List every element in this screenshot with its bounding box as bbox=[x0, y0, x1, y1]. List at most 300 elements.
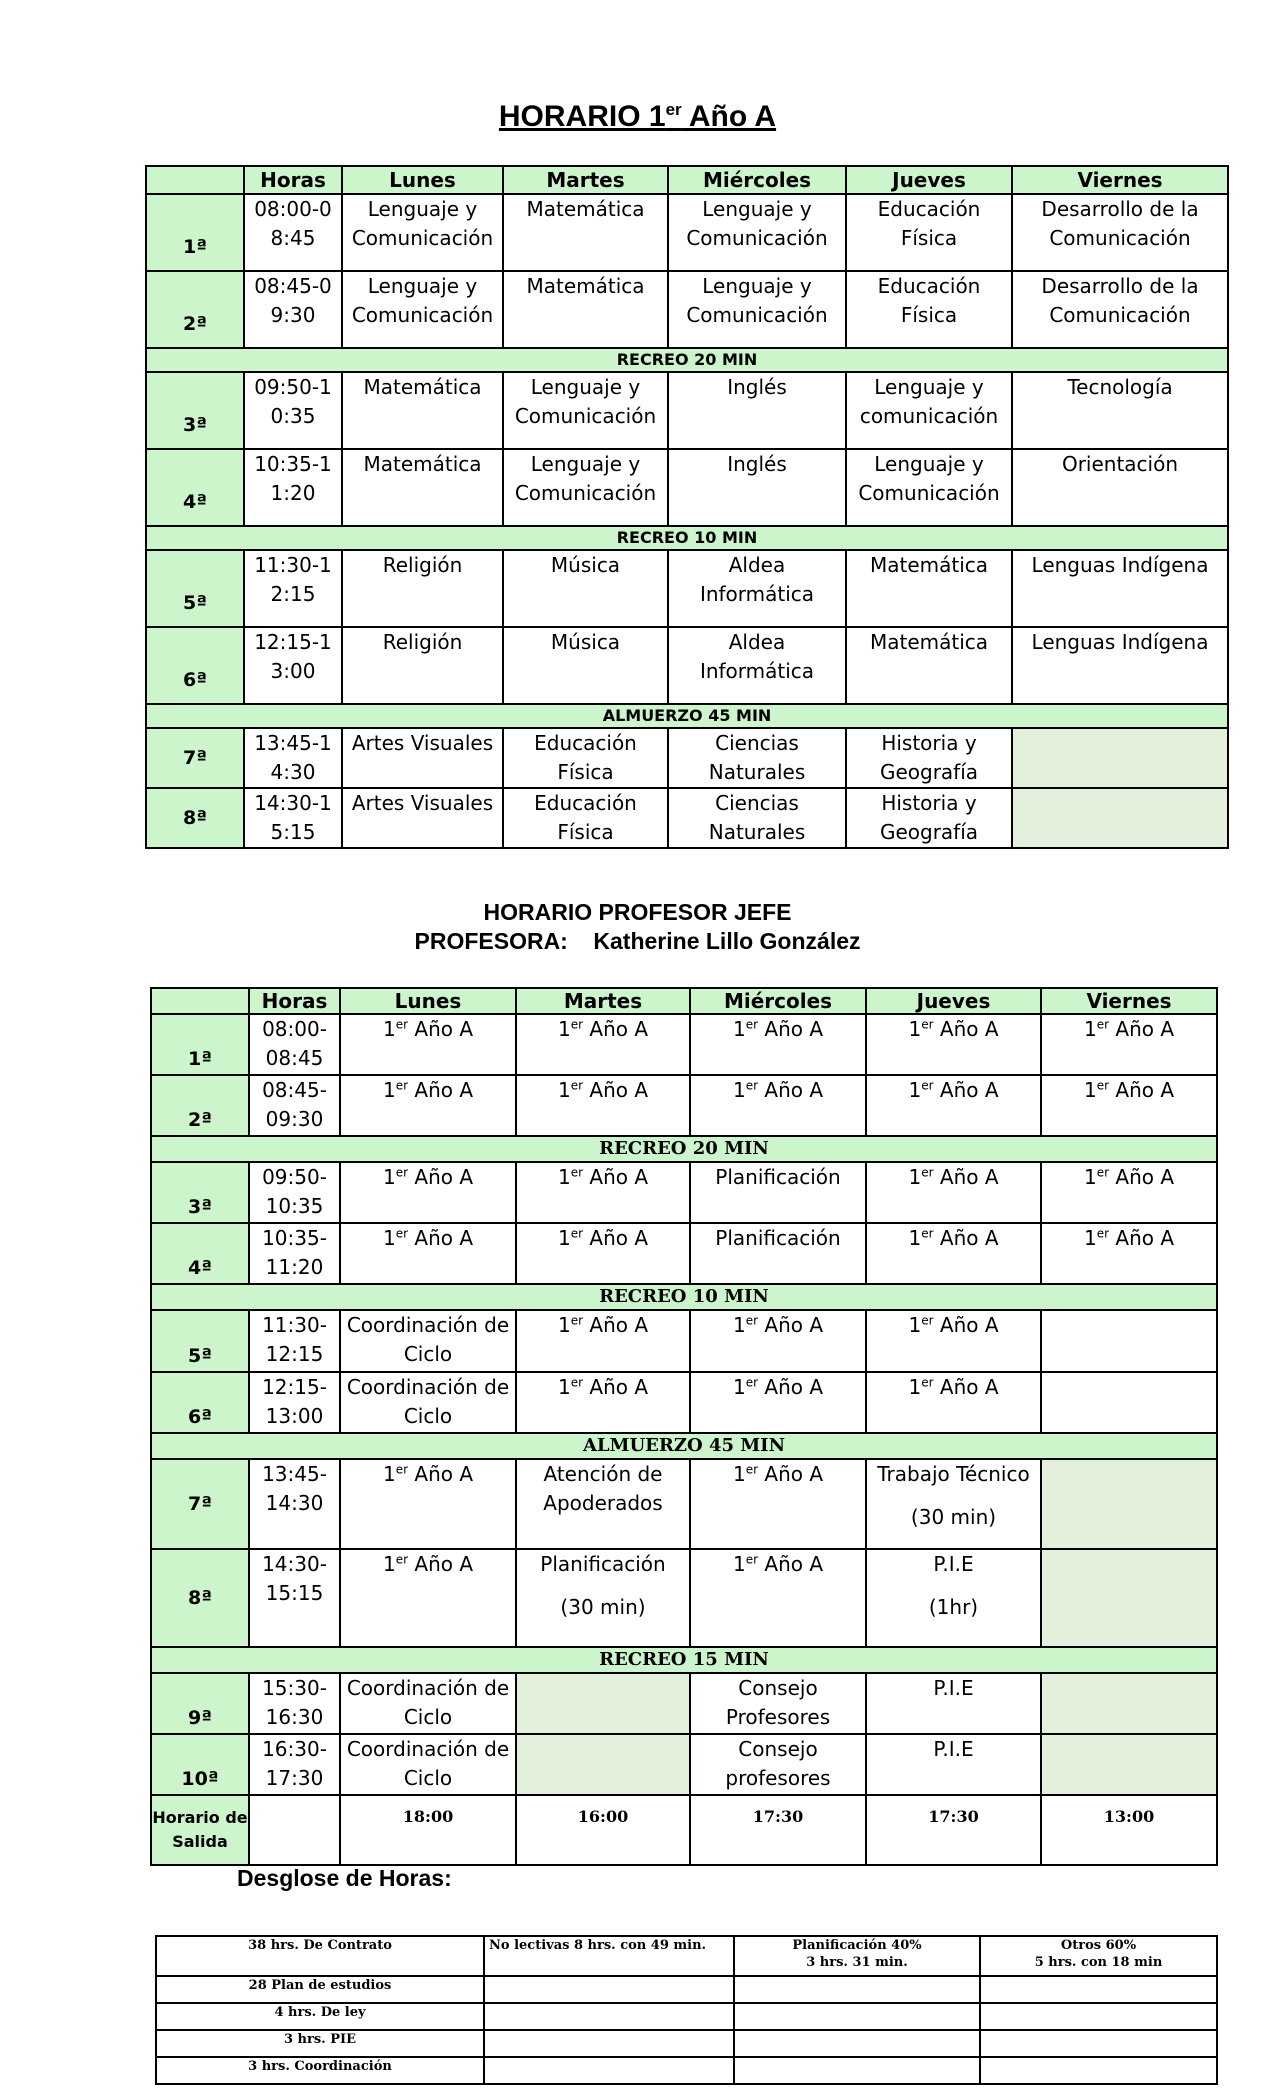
period-label: 8ª bbox=[151, 1549, 249, 1647]
subject-cell: Matemática bbox=[342, 372, 503, 449]
class-name-rest: Año A bbox=[583, 1313, 649, 1337]
class-name-sup: er bbox=[745, 1078, 759, 1093]
class-name: 1 bbox=[382, 1165, 396, 1189]
period-label: 4ª bbox=[146, 449, 244, 526]
class-cell bbox=[516, 1162, 690, 1223]
break-row bbox=[146, 704, 1228, 728]
period-row bbox=[151, 1075, 1217, 1136]
subject-cell: Desarrollo de la Comunicación bbox=[1012, 194, 1228, 271]
class-name-rest: Año A bbox=[583, 1165, 649, 1189]
period-time: 12:15- 13:00 bbox=[249, 1372, 340, 1433]
period-label: 7ª bbox=[151, 1459, 249, 1549]
class-name-sup: er bbox=[921, 1078, 934, 1093]
subject-cell: Aldea Informática bbox=[668, 627, 846, 704]
class-cell bbox=[340, 1014, 516, 1075]
subject-cell: Lenguas Indígena bbox=[1012, 627, 1228, 704]
exit-time: 16:00 bbox=[516, 1795, 690, 1865]
period-time: 08:45-0 9:30 bbox=[244, 271, 342, 348]
empty-cell bbox=[516, 1673, 690, 1734]
breakdown-empty bbox=[484, 2030, 734, 2057]
break-label: RECREO 10 MIN bbox=[151, 1284, 1217, 1310]
period-time: 10:35-1 1:20 bbox=[244, 449, 342, 526]
subject-cell: Matemática bbox=[846, 550, 1012, 627]
class-name-sup: er bbox=[1096, 1226, 1110, 1241]
schedule-title: HORARIO 1er Año A bbox=[498, 100, 777, 133]
subject-cell: Inglés bbox=[668, 449, 846, 526]
class-name: 1 bbox=[908, 1165, 922, 1189]
class-name-rest: Año A bbox=[758, 1313, 824, 1337]
subject-cell: Ciencias Naturales bbox=[668, 788, 846, 848]
class-cell bbox=[340, 1223, 516, 1284]
break-label: ALMUERZO 45 MIN bbox=[151, 1433, 1217, 1459]
class-cell bbox=[340, 1162, 516, 1223]
class-name: 1 bbox=[732, 1462, 746, 1486]
class-name: 1 bbox=[557, 1375, 571, 1399]
breakdown-row bbox=[156, 1976, 1217, 2003]
class-name: 1 bbox=[1083, 1078, 1097, 1102]
class-name: 1 bbox=[557, 1078, 571, 1102]
class-cell bbox=[866, 1014, 1041, 1075]
class-name: 1 bbox=[1083, 1017, 1097, 1041]
break-row bbox=[151, 1647, 1217, 1673]
break-row bbox=[151, 1284, 1217, 1310]
class-name-rest: Año A bbox=[758, 1375, 824, 1399]
class-name-rest: Año A bbox=[1109, 1078, 1175, 1102]
period-time: 09:50-1 0:35 bbox=[244, 372, 342, 449]
period-time: 10:35- 11:20 bbox=[249, 1223, 340, 1284]
subject-cell: Matemática bbox=[342, 449, 503, 526]
period-label: 1ª bbox=[151, 1014, 249, 1075]
break-label: ALMUERZO 45 MIN bbox=[146, 704, 1228, 728]
class-name-sup: er bbox=[745, 1017, 759, 1032]
period-time: 08:00- 08:45 bbox=[249, 1014, 340, 1075]
subject-cell: Música bbox=[503, 627, 668, 704]
class-name-sup: er bbox=[395, 1017, 409, 1032]
class-name-rest: Año A bbox=[758, 1017, 824, 1041]
exit-time: 18:00 bbox=[340, 1795, 516, 1865]
period-time: 14:30- 15:15 bbox=[249, 1549, 340, 1647]
period-row bbox=[151, 1734, 1217, 1795]
exit-row bbox=[151, 1795, 1217, 1865]
class-name: 1 bbox=[382, 1017, 396, 1041]
subject-cell: Lenguaje y Comunicación bbox=[342, 194, 503, 271]
class-cell bbox=[516, 1014, 690, 1075]
break-label: RECREO 20 MIN bbox=[151, 1136, 1217, 1162]
period-label: 8ª bbox=[146, 788, 244, 848]
subject-cell: Ciencias Naturales bbox=[668, 728, 846, 788]
period-label: 6ª bbox=[146, 627, 244, 704]
subject-cell: Desarrollo de la Comunicación bbox=[1012, 271, 1228, 348]
subject-cell bbox=[1012, 728, 1228, 788]
class-cell bbox=[690, 1372, 866, 1433]
class-name-rest: Año A bbox=[583, 1226, 649, 1250]
empty-cell bbox=[1041, 1310, 1217, 1372]
subject-cell: Educación Física bbox=[846, 271, 1012, 348]
class-name-sup: er bbox=[395, 1226, 409, 1241]
class-cell bbox=[866, 1223, 1041, 1284]
breakdown-empty bbox=[980, 1976, 1217, 2003]
class-name-rest: Año A bbox=[933, 1375, 999, 1399]
subject-cell: Lenguaje y Comunicación bbox=[668, 194, 846, 271]
break-label: RECREO 20 MIN bbox=[146, 348, 1228, 372]
class-name: 1 bbox=[908, 1078, 922, 1102]
period-label: 1ª bbox=[146, 194, 244, 271]
subject-cell: Lenguaje y Comunicación bbox=[342, 271, 503, 348]
subject-cell: Lenguaje y Comunicación bbox=[503, 372, 668, 449]
class-name-sup: er bbox=[745, 1313, 759, 1328]
breakdown-row bbox=[156, 2030, 1217, 2057]
break-row bbox=[151, 1433, 1217, 1459]
class-name-sup: er bbox=[570, 1226, 584, 1241]
period-row bbox=[146, 194, 1228, 271]
period-row bbox=[151, 1162, 1217, 1223]
subject-cell: Historia y Geografía bbox=[846, 728, 1012, 788]
column-header bbox=[146, 166, 244, 194]
class-name-rest: Año A bbox=[583, 1078, 649, 1102]
exit-time: 13:00 bbox=[1041, 1795, 1217, 1865]
class-cell bbox=[690, 1459, 866, 1549]
class-name-rest: Año A bbox=[758, 1462, 824, 1486]
subject-cell: Lenguaje y comunicación bbox=[846, 372, 1012, 449]
period-row bbox=[151, 1223, 1217, 1284]
period-label: 9ª bbox=[151, 1673, 249, 1734]
class-name-rest: Año A bbox=[933, 1313, 999, 1337]
breakdown-empty bbox=[484, 2003, 734, 2030]
class-name-sup: er bbox=[921, 1165, 934, 1180]
exit-empty bbox=[249, 1795, 340, 1865]
class-name-sup: er bbox=[570, 1375, 584, 1390]
period-label: 3ª bbox=[146, 372, 244, 449]
class-name-rest: Año A bbox=[1109, 1165, 1175, 1189]
class-cell bbox=[866, 1162, 1041, 1223]
class-name-sup: er bbox=[395, 1552, 409, 1567]
class-name-sup: er bbox=[1096, 1017, 1110, 1032]
subject-cell: Lenguaje y Comunicación bbox=[503, 449, 668, 526]
break-row bbox=[151, 1136, 1217, 1162]
period-row bbox=[151, 1014, 1217, 1075]
class-name: 1 bbox=[382, 1226, 396, 1250]
class-name: 1 bbox=[732, 1375, 746, 1399]
period-time: 14:30-1 5:15 bbox=[244, 788, 342, 848]
activity-note: (30 min) bbox=[910, 1505, 997, 1529]
empty-cell bbox=[1041, 1459, 1217, 1549]
class-name-rest: Año A bbox=[933, 1078, 999, 1102]
column-header: Horas bbox=[249, 988, 340, 1014]
class-name: 1 bbox=[1083, 1226, 1097, 1250]
class-name: 1 bbox=[382, 1462, 396, 1486]
class-name: 1 bbox=[557, 1017, 571, 1041]
breakdown-empty bbox=[734, 1976, 980, 2003]
activity-cell: Coordinación de Ciclo bbox=[340, 1310, 516, 1372]
class-name-sup: er bbox=[570, 1078, 584, 1093]
break-label: RECREO 10 MIN bbox=[146, 526, 1228, 550]
teacher-schedule-title: HORARIO PROFESOR JEFE PROFESORA: Katherine Lillo González bbox=[414, 899, 861, 954]
period-time: 16:30- 17:30 bbox=[249, 1734, 340, 1795]
breakdown-empty bbox=[734, 2003, 980, 2030]
class-cell bbox=[340, 1549, 516, 1647]
period-time: 09:50- 10:35 bbox=[249, 1162, 340, 1223]
period-row bbox=[146, 449, 1228, 526]
period-row bbox=[151, 1459, 1217, 1549]
class-cell bbox=[690, 1075, 866, 1136]
class-name-rest: Año A bbox=[408, 1017, 474, 1041]
class-cell bbox=[1041, 1223, 1217, 1284]
class-name: 1 bbox=[908, 1017, 922, 1041]
subject-cell: Artes Visuales bbox=[342, 728, 503, 788]
breakdown-empty bbox=[484, 1976, 734, 2003]
column-header: Lunes bbox=[342, 166, 503, 194]
column-header: Miércoles bbox=[668, 166, 846, 194]
class-name: 1 bbox=[908, 1375, 922, 1399]
subject-cell: Educación Física bbox=[503, 788, 668, 848]
class-name: 1 bbox=[732, 1017, 746, 1041]
breakdown-empty bbox=[484, 2057, 734, 2084]
activity-cell: Coordinación de Ciclo bbox=[340, 1372, 516, 1433]
class-name: 1 bbox=[1083, 1165, 1097, 1189]
class-name: 1 bbox=[557, 1226, 571, 1250]
period-row bbox=[146, 372, 1228, 449]
subject-cell: Inglés bbox=[668, 372, 846, 449]
subject-cell: Música bbox=[503, 550, 668, 627]
class-name: 1 bbox=[908, 1313, 922, 1337]
subject-cell: Educación Física bbox=[846, 194, 1012, 271]
breakdown-empty bbox=[734, 2057, 980, 2084]
column-header: Miércoles bbox=[690, 988, 866, 1014]
column-header bbox=[151, 988, 249, 1014]
period-time: 11:30- 12:15 bbox=[249, 1310, 340, 1372]
column-header: Martes bbox=[516, 988, 690, 1014]
activity-text: P.I.E bbox=[933, 1552, 974, 1576]
break-row bbox=[146, 348, 1228, 372]
breakdown-header-cell: Otros 60% 5 hrs. con 18 min bbox=[980, 1936, 1217, 1976]
activity-cell: Consejo profesores bbox=[690, 1734, 866, 1795]
class-cell bbox=[516, 1310, 690, 1372]
class-cell bbox=[340, 1075, 516, 1136]
class-name-rest: Año A bbox=[1109, 1017, 1175, 1041]
class-schedule-table bbox=[145, 165, 1229, 849]
period-row bbox=[151, 1673, 1217, 1734]
subject-cell: Educación Física bbox=[503, 728, 668, 788]
period-label: 2ª bbox=[146, 271, 244, 348]
class-cell bbox=[1041, 1162, 1217, 1223]
breakdown-label: 4 hrs. De ley bbox=[156, 2003, 484, 2030]
exit-time: 17:30 bbox=[866, 1795, 1041, 1865]
period-row bbox=[146, 728, 1228, 788]
breakdown-header-cell: Planificación 40% 3 hrs. 31 min. bbox=[734, 1936, 980, 1976]
subject-cell: Lenguaje y Comunicación bbox=[846, 449, 1012, 526]
header-row bbox=[146, 166, 1228, 194]
empty-cell bbox=[1041, 1549, 1217, 1647]
class-name-sup: er bbox=[921, 1375, 934, 1390]
class-name-rest: Año A bbox=[933, 1165, 999, 1189]
class-name-rest: Año A bbox=[408, 1165, 474, 1189]
period-row bbox=[151, 1372, 1217, 1433]
period-label: 5ª bbox=[146, 550, 244, 627]
period-row bbox=[151, 1549, 1217, 1647]
column-header: Horas bbox=[244, 166, 342, 194]
column-header: Martes bbox=[503, 166, 668, 194]
class-name-sup: er bbox=[921, 1017, 934, 1032]
period-time: 11:30-1 2:15 bbox=[244, 550, 342, 627]
activity-text: Planificación bbox=[540, 1552, 666, 1576]
class-name-sup: er bbox=[745, 1552, 759, 1567]
class-name-sup: er bbox=[395, 1078, 409, 1093]
activity-cell: Coordinación de Ciclo bbox=[340, 1734, 516, 1795]
activity-cell: P.I.E bbox=[866, 1734, 1041, 1795]
period-label: 7ª bbox=[146, 728, 244, 788]
class-name-rest: Año A bbox=[408, 1462, 474, 1486]
subject-cell: Matemática bbox=[846, 627, 1012, 704]
breakdown-header-cell: 38 hrs. De Contrato bbox=[156, 1936, 484, 1976]
class-name: 1 bbox=[732, 1313, 746, 1337]
activity-cell bbox=[516, 1549, 690, 1647]
class-name-rest: Año A bbox=[408, 1078, 474, 1102]
class-cell bbox=[516, 1372, 690, 1433]
class-cell bbox=[516, 1075, 690, 1136]
period-time: 08:45- 09:30 bbox=[249, 1075, 340, 1136]
period-row bbox=[146, 788, 1228, 848]
breakdown-empty bbox=[980, 2030, 1217, 2057]
hours-breakdown-title: Desglose de Horas: bbox=[237, 1865, 452, 1891]
class-name-sup: er bbox=[395, 1165, 409, 1180]
breakdown-empty bbox=[734, 2030, 980, 2057]
hours-breakdown-table bbox=[155, 1935, 1218, 2085]
activity-cell: P.I.E bbox=[866, 1673, 1041, 1734]
class-cell bbox=[690, 1310, 866, 1372]
break-label: RECREO 15 MIN bbox=[151, 1647, 1217, 1673]
column-header: Jueves bbox=[866, 988, 1041, 1014]
breakdown-label: 28 Plan de estudios bbox=[156, 1976, 484, 2003]
activity-cell: Atención de Apoderados bbox=[516, 1459, 690, 1549]
period-time: 15:30- 16:30 bbox=[249, 1673, 340, 1734]
subject-cell: Lenguas Indígena bbox=[1012, 550, 1228, 627]
class-name-sup: er bbox=[570, 1313, 584, 1328]
period-label: 10ª bbox=[151, 1734, 249, 1795]
class-name: 1 bbox=[557, 1313, 571, 1337]
period-label: 4ª bbox=[151, 1223, 249, 1284]
teacher-schedule-table bbox=[150, 987, 1218, 1866]
class-name-rest: Año A bbox=[758, 1078, 824, 1102]
activity-cell bbox=[866, 1459, 1041, 1549]
breakdown-row bbox=[156, 2003, 1217, 2030]
breakdown-row bbox=[156, 2057, 1217, 2084]
activity-cell bbox=[866, 1549, 1041, 1647]
class-name-sup: er bbox=[570, 1165, 584, 1180]
subject-cell bbox=[1012, 788, 1228, 848]
class-name-sup: er bbox=[745, 1375, 759, 1390]
class-cell bbox=[690, 1014, 866, 1075]
subject-cell: Religión bbox=[342, 627, 503, 704]
breakdown-empty bbox=[980, 2057, 1217, 2084]
class-cell bbox=[866, 1372, 1041, 1433]
class-name-rest: Año A bbox=[583, 1017, 649, 1041]
breakdown-empty bbox=[980, 2003, 1217, 2030]
period-label: 5ª bbox=[151, 1310, 249, 1372]
breakdown-header-cell: No lectivas 8 hrs. con 49 min. bbox=[484, 1936, 734, 1976]
column-header: Viernes bbox=[1041, 988, 1217, 1014]
activity-cell: Planificación bbox=[690, 1223, 866, 1284]
period-row bbox=[151, 1310, 1217, 1372]
exit-time: 17:30 bbox=[690, 1795, 866, 1865]
class-name: 1 bbox=[382, 1078, 396, 1102]
class-name: 1 bbox=[732, 1552, 746, 1576]
breakdown-label: 3 hrs. PIE bbox=[156, 2030, 484, 2057]
header-row bbox=[151, 988, 1217, 1014]
empty-cell bbox=[1041, 1734, 1217, 1795]
period-row bbox=[146, 550, 1228, 627]
class-name-sup: er bbox=[745, 1462, 759, 1477]
column-header: Lunes bbox=[340, 988, 516, 1014]
class-name: 1 bbox=[382, 1552, 396, 1576]
class-name-rest: Año A bbox=[583, 1375, 649, 1399]
period-time: 08:00-0 8:45 bbox=[244, 194, 342, 271]
class-name-rest: Año A bbox=[933, 1226, 999, 1250]
activity-cell: Planificación bbox=[690, 1162, 866, 1223]
class-name-rest: Año A bbox=[408, 1552, 474, 1576]
break-row bbox=[146, 526, 1228, 550]
class-name-rest: Año A bbox=[408, 1226, 474, 1250]
subject-cell: Matemática bbox=[503, 194, 668, 271]
column-header: Viernes bbox=[1012, 166, 1228, 194]
class-cell bbox=[690, 1549, 866, 1647]
empty-cell bbox=[516, 1734, 690, 1795]
empty-cell bbox=[1041, 1673, 1217, 1734]
class-name-sup: er bbox=[1096, 1165, 1110, 1180]
class-name: 1 bbox=[557, 1165, 571, 1189]
subject-cell: Historia y Geografía bbox=[846, 788, 1012, 848]
class-name: 1 bbox=[908, 1226, 922, 1250]
class-name-rest: Año A bbox=[933, 1017, 999, 1041]
class-name-rest: Año A bbox=[758, 1552, 824, 1576]
period-row bbox=[146, 627, 1228, 704]
class-name-sup: er bbox=[921, 1313, 934, 1328]
class-cell bbox=[516, 1223, 690, 1284]
empty-cell bbox=[1041, 1372, 1217, 1433]
period-time: 13:45- 14:30 bbox=[249, 1459, 340, 1549]
period-time: 12:15-1 3:00 bbox=[244, 627, 342, 704]
activity-cell: Coordinación de Ciclo bbox=[340, 1673, 516, 1734]
period-label: 6ª bbox=[151, 1372, 249, 1433]
period-label: 3ª bbox=[151, 1162, 249, 1223]
breakdown-header-row bbox=[156, 1936, 1217, 1976]
breakdown-label: 3 hrs. Coordinación bbox=[156, 2057, 484, 2084]
exit-label: Horario de Salida bbox=[151, 1795, 249, 1865]
subject-cell: Matemática bbox=[503, 271, 668, 348]
class-name-sup: er bbox=[570, 1017, 584, 1032]
activity-cell: Consejo Profesores bbox=[690, 1673, 866, 1734]
subject-cell: Lenguaje y Comunicación bbox=[668, 271, 846, 348]
class-cell bbox=[866, 1310, 1041, 1372]
subject-cell: Aldea Informática bbox=[668, 550, 846, 627]
column-header: Jueves bbox=[846, 166, 1012, 194]
subject-cell: Tecnología bbox=[1012, 372, 1228, 449]
class-name-sup: er bbox=[395, 1462, 409, 1477]
period-row bbox=[146, 271, 1228, 348]
activity-note: (30 min) bbox=[560, 1595, 646, 1619]
period-label: 2ª bbox=[151, 1075, 249, 1136]
period-time: 13:45-1 4:30 bbox=[244, 728, 342, 788]
class-cell bbox=[1041, 1014, 1217, 1075]
class-cell bbox=[866, 1075, 1041, 1136]
class-name-sup: er bbox=[921, 1226, 934, 1241]
class-cell bbox=[340, 1459, 516, 1549]
subject-cell: Orientación bbox=[1012, 449, 1228, 526]
class-cell bbox=[1041, 1075, 1217, 1136]
class-name-sup: er bbox=[1096, 1078, 1110, 1093]
activity-text: Trabajo Técnico bbox=[877, 1462, 1030, 1486]
class-name: 1 bbox=[732, 1078, 746, 1102]
subject-cell: Artes Visuales bbox=[342, 788, 503, 848]
